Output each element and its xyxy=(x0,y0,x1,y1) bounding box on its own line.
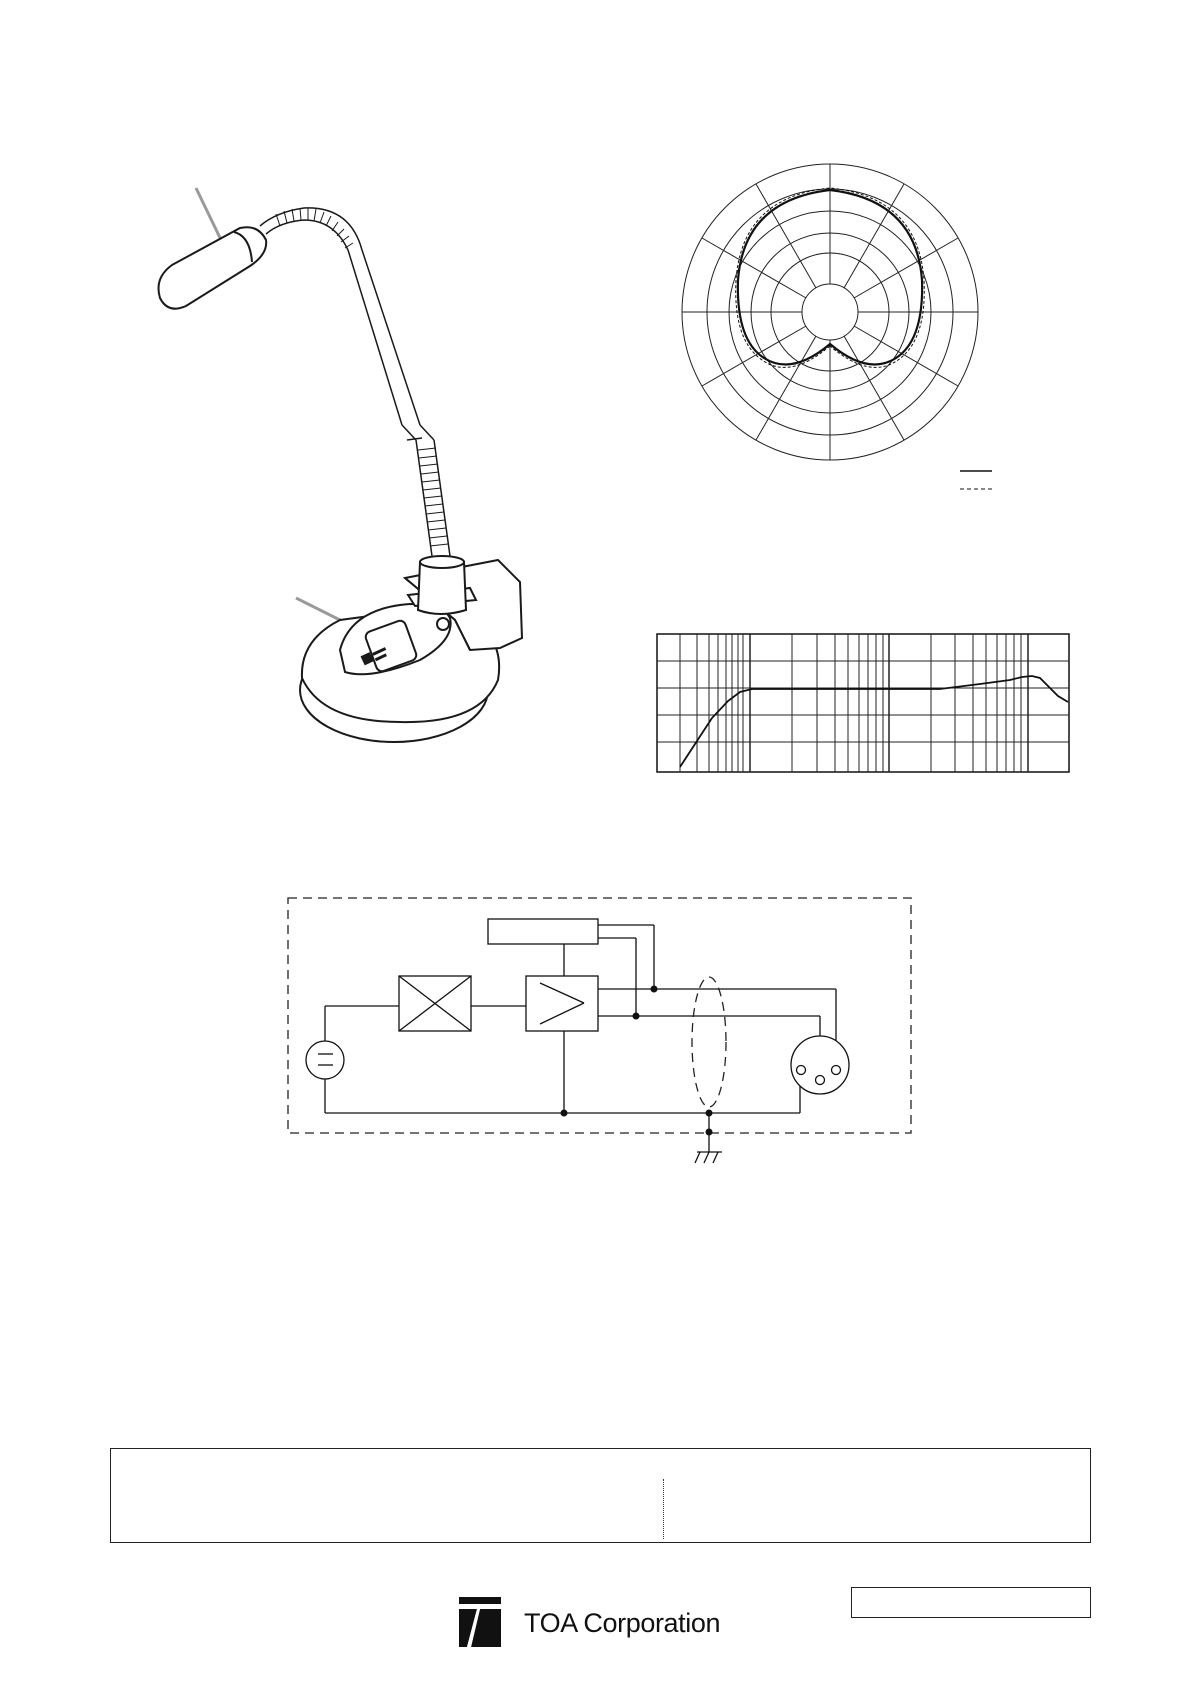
freq-chart-frame xyxy=(657,634,1069,772)
gooseneck-upper xyxy=(260,208,362,250)
freq-vertical-grid xyxy=(680,634,1028,772)
toa-logo-icon xyxy=(459,1597,501,1647)
gooseneck-ribs-upper xyxy=(276,208,353,248)
gooseneck-tube xyxy=(348,250,422,440)
power-supply-block xyxy=(488,919,598,944)
document-number-box xyxy=(851,1587,1091,1618)
gooseneck-ribs-lower xyxy=(418,448,448,546)
leader-line-mic-head xyxy=(196,188,223,244)
mic-base xyxy=(300,560,522,742)
capsule-element-icon xyxy=(306,1041,344,1079)
cable-shield-dashed-ellipse xyxy=(692,977,726,1107)
frequency-response-chart xyxy=(650,630,1075,775)
info-box xyxy=(110,1448,1091,1543)
info-box-divider xyxy=(663,1479,664,1539)
company-name: TOA Corporation xyxy=(524,1608,721,1638)
polar-legend xyxy=(960,471,992,489)
polar-pattern-chart xyxy=(680,150,1010,490)
mic-head xyxy=(159,227,267,308)
freq-horizontal-grid xyxy=(657,661,1069,742)
xlr-connector-icon xyxy=(791,1036,849,1094)
diagram-wires xyxy=(306,919,836,1152)
mic-neck-connector xyxy=(418,562,466,614)
ground-symbol-icon xyxy=(695,1152,722,1163)
amplifier-block xyxy=(526,976,598,1031)
polar-spokes xyxy=(682,164,978,460)
block-diagram xyxy=(285,895,915,1175)
microphone-illustration xyxy=(150,180,550,750)
